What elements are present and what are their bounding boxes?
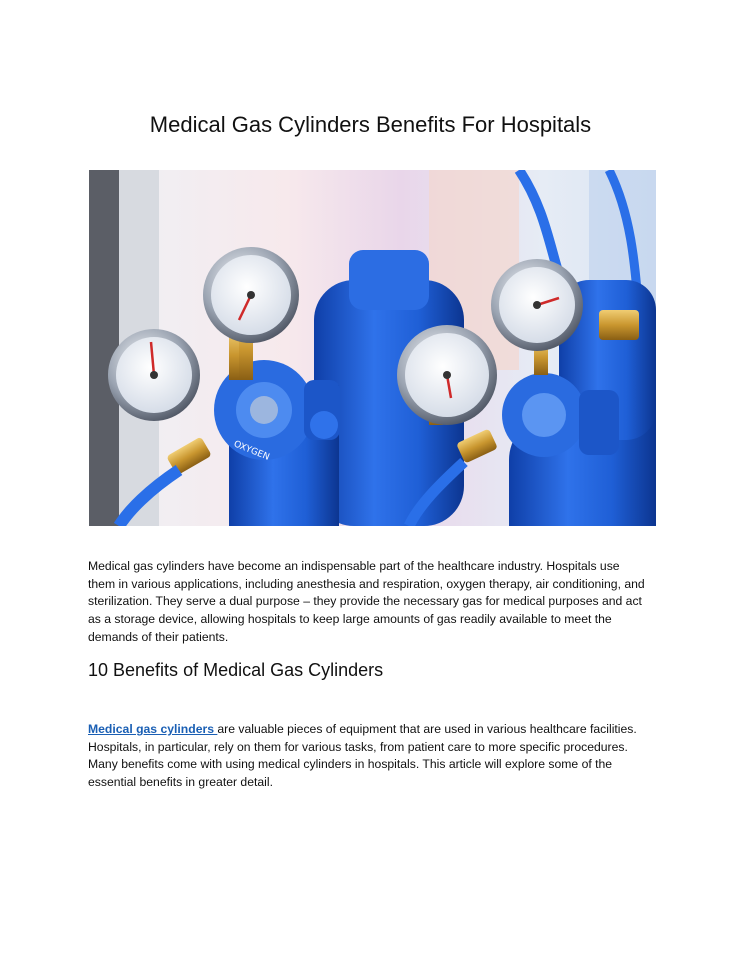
regulator-label: OXYGEN [232,439,271,463]
hero-photo-oxygen-cylinders [89,170,656,526]
section-heading: 10 Benefits of Medical Gas Cylinders [88,660,384,680]
second-paragraph-text: are valuable pieces of equipment that are used in various healthcare facilities. Hospitals, in particular, rely on them for various tasks, from patient care to more specific procedures. Many benefits come with using medical cylinders in hospitals. This article will explore some of the essential benefits in greater detail. [88,722,637,789]
page-title: Medical Gas Cylinders Benefits For Hospitals [149,112,592,137]
medical-gas-cylinders-link[interactable]: Medical gas cylinders [88,722,218,737]
intro-paragraph: Medical gas cylinders have become an indispensable part of the healthcare industry. Hospitals use them in various applications, including anesthesia and respiration, oxygen therapy, air conditioning, and sterilization. They serve a dual purpose – they provide the necessary gas for medical purposes and act as a storage device, allowing hospitals to keep large amounts of gas readily available to meet the demands of their patients. [88,559,645,644]
second-paragraph [88,721,648,791]
